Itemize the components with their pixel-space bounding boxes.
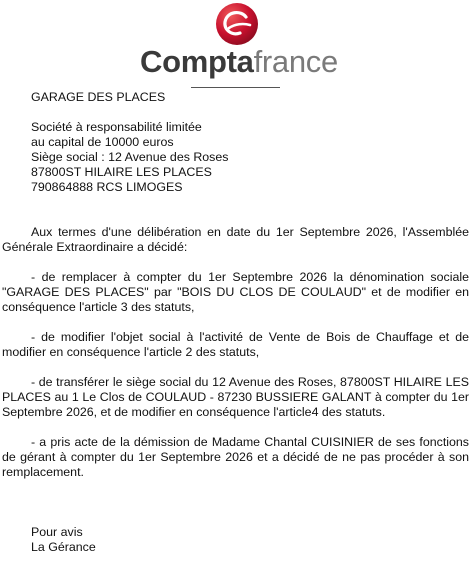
paragraph-manager-resignation: - a pris acte de la démission de Madame Chantal CUISINIER de ses fonctions de gérant à compter du 1er Septembre 2026 et a décidé de ne pas procéder à son remplacement. (2, 435, 469, 479)
company-legal-form: Société à responsabilité limitée (31, 120, 202, 134)
signature-management: La Gérance (31, 540, 96, 554)
company-seat: Siège social : 12 Avenue des Roses (31, 150, 229, 164)
spacer (0, 420, 473, 435)
paragraph-name-change: - de remplacer à compter du 1er Septembre 2026 la dénomination sociale "GARAGE DES PLACES" par "BOIS DU CLOS DE COULAUD" et de modifier en conséquence l'article 3 des statuts, (2, 270, 469, 314)
header-divider (191, 87, 280, 88)
paragraph-object-change: - de modifier l'objet social à l'activité de Vente de Bois de Chauffage et de modifier en conséquence l'article 2 des statuts, (2, 330, 469, 359)
brand-name-bold: Compta (140, 44, 254, 79)
paragraph-seat-transfer: - de transférer le siège social du 12 Avenue des Roses, 87800ST HILAIRE LES PLACES au 1 Le Clos de COULAUD - 87230 BUSSIERE GALANT à compter du 1er Septembre 2026, et de modifier en conséquence l'article4 des statuts. (2, 375, 469, 419)
compta-swirl-logo-icon (215, 2, 259, 46)
brand-wordmark (140, 44, 338, 80)
spacer (0, 255, 473, 270)
paragraph-intro: Aux termes d'une délibération en date du 1er Septembre 2026, l'Assemblée Générale Extraordinaire a décidé: (2, 225, 469, 254)
company-city: 87800ST HILAIRE LES PLACES (31, 165, 212, 179)
spacer (0, 480, 473, 525)
spacer (0, 315, 473, 330)
signature-for-notice: Pour avis (31, 525, 83, 539)
company-rcs: 790864888 RCS LIMOGES (31, 180, 183, 194)
spacer (0, 195, 473, 225)
brand-name-light: france (253, 44, 338, 79)
company-name: GARAGE DES PLACES (31, 90, 166, 104)
legal-notice (0, 90, 473, 555)
spacer (0, 105, 473, 120)
spacer (0, 360, 473, 375)
company-capital: au capital de 10000 euros (31, 135, 174, 149)
header (0, 0, 473, 95)
